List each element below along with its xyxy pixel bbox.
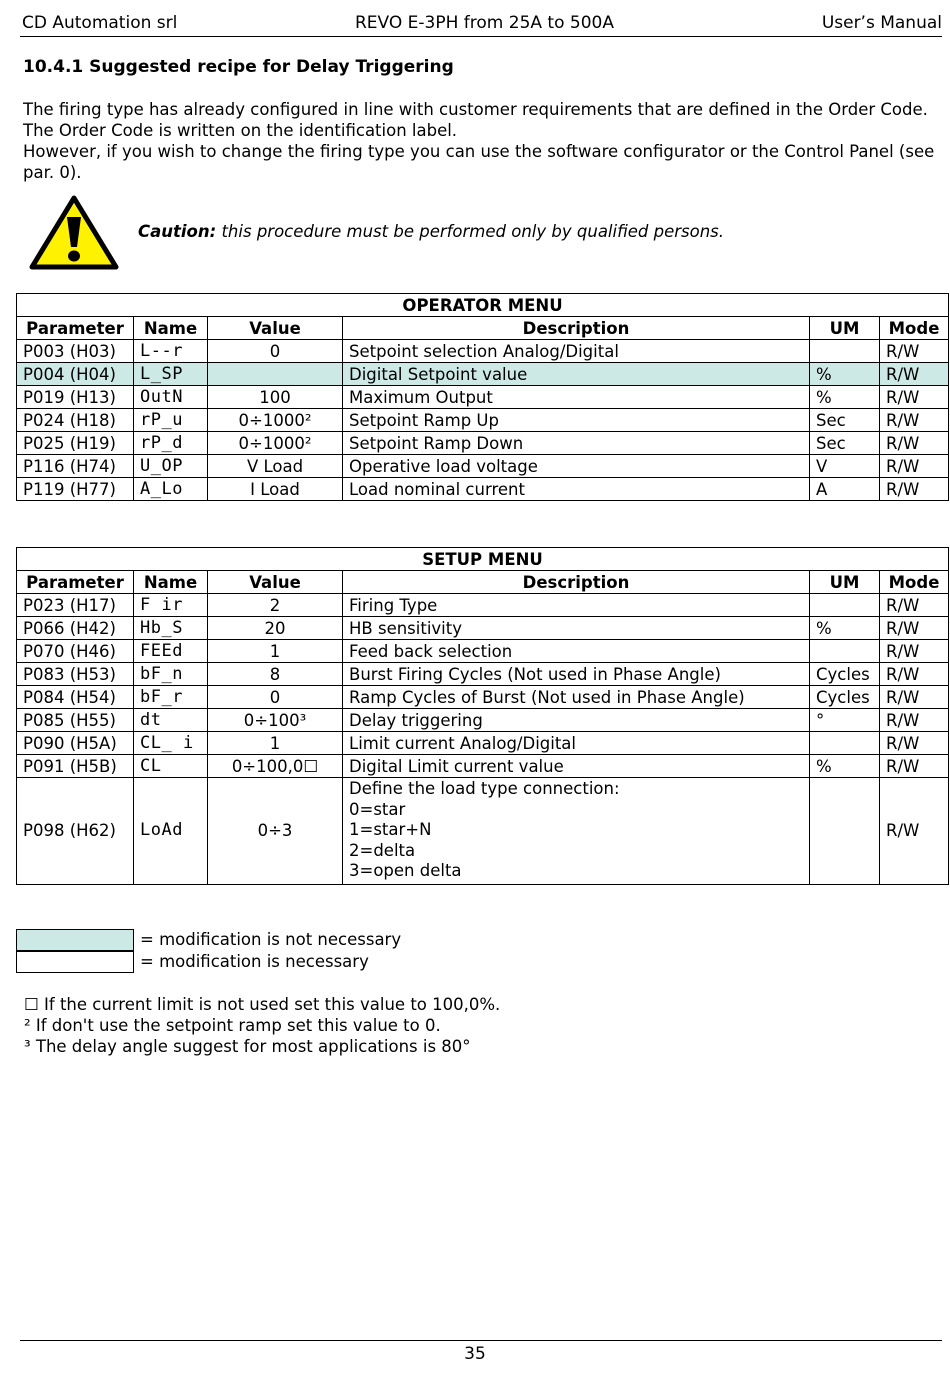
name-cell: LoAd <box>134 778 208 885</box>
header-parameter: Parameter <box>17 571 134 594</box>
um-cell: % <box>810 386 880 409</box>
column-header-row <box>17 571 949 594</box>
name-cell: F ir <box>134 594 208 617</box>
parameter-cell: P119 (H77) <box>17 478 134 501</box>
value-cell: 2 <box>208 594 343 617</box>
value-cell: 8 <box>208 663 343 686</box>
caution-text: this procedure must be performed only by qualified persons. <box>216 222 725 241</box>
intro-text <box>23 99 948 183</box>
description-cell: Setpoint selection Analog/Digital <box>343 340 810 363</box>
description-line: 2=delta <box>349 840 416 860</box>
mode-cell: R/W <box>880 386 949 409</box>
name-cell: L_SP <box>134 363 208 386</box>
mode-cell: R/W <box>880 340 949 363</box>
mode-cell: R/W <box>880 709 949 732</box>
table-row <box>17 778 949 885</box>
name-cell: A_Lo <box>134 478 208 501</box>
table-row <box>17 363 949 386</box>
table-row <box>17 755 949 778</box>
header-value: Value <box>208 317 343 340</box>
table-row <box>17 640 949 663</box>
mode-cell: R/W <box>880 778 949 885</box>
parameter-cell: P025 (H19) <box>17 432 134 455</box>
parameter-cell: P116 (H74) <box>17 455 134 478</box>
parameter-cell: P098 (H62) <box>17 778 134 885</box>
setup-menu-table <box>16 547 949 885</box>
header-product: REVO E-3PH from 25A to 500A <box>355 13 614 33</box>
um-cell: Cycles <box>810 686 880 709</box>
um-cell: A <box>810 478 880 501</box>
parameter-cell: P003 (H03) <box>17 340 134 363</box>
header-mode: Mode <box>880 317 949 340</box>
description-cell: Burst Firing Cycles (Not used in Phase Angle) <box>343 663 810 686</box>
value-cell: 0 <box>208 340 343 363</box>
name-cell: L--r <box>134 340 208 363</box>
parameter-cell: P084 (H54) <box>17 686 134 709</box>
parameter-cell: P085 (H55) <box>17 709 134 732</box>
legend-swatch-highlighted <box>16 929 134 951</box>
mode-cell: R/W <box>880 640 949 663</box>
page-number: 35 <box>464 1344 486 1364</box>
header-company: CD Automation srl <box>22 13 178 33</box>
name-cell: U_OP <box>134 455 208 478</box>
header-value: Value <box>208 571 343 594</box>
description-cell: Digital Limit current value <box>343 755 810 778</box>
legend-label-necessary: = modification is necessary <box>140 952 369 971</box>
name-cell: OutN <box>134 386 208 409</box>
description-cell: Feed back selection <box>343 640 810 663</box>
um-cell: V <box>810 455 880 478</box>
mode-cell: R/W <box>880 755 949 778</box>
name-cell: rP_d <box>134 432 208 455</box>
table-row <box>17 732 949 755</box>
description-line: 0=star <box>349 799 406 819</box>
um-cell <box>810 732 880 755</box>
operator-menu-table <box>16 293 949 501</box>
name-cell: CL <box>134 755 208 778</box>
page-header <box>20 11 942 37</box>
description-cell: Ramp Cycles of Burst (Not used in Phase Angle) <box>343 686 810 709</box>
name-cell: dt <box>134 709 208 732</box>
header-doc-type: User’s Manual <box>821 13 942 33</box>
table-row <box>17 617 949 640</box>
parameter-cell: P070 (H46) <box>17 640 134 663</box>
um-cell <box>810 340 880 363</box>
description-cell: Load nominal current <box>343 478 810 501</box>
mode-cell: R/W <box>880 663 949 686</box>
parameter-cell: P019 (H13) <box>17 386 134 409</box>
name-cell: Hb_S <box>134 617 208 640</box>
mode-cell: R/W <box>880 732 949 755</box>
menu-title-row <box>17 548 949 571</box>
mode-cell: R/W <box>880 594 949 617</box>
um-cell: Sec <box>810 432 880 455</box>
header-description: Description <box>343 571 810 594</box>
name-cell: bF_n <box>134 663 208 686</box>
header-um: UM <box>810 317 880 340</box>
um-cell: Sec <box>810 409 880 432</box>
value-cell: 20 <box>208 617 343 640</box>
footnote: ³ The delay angle suggest for most applications is 80° <box>24 1037 471 1056</box>
table-row <box>17 386 949 409</box>
mode-cell: R/W <box>880 478 949 501</box>
table-row <box>17 663 949 686</box>
header-description: Description <box>343 317 810 340</box>
table-row <box>17 409 949 432</box>
value-cell <box>208 363 343 386</box>
description-cell: Firing Type <box>343 594 810 617</box>
table-row <box>17 455 949 478</box>
mode-cell: R/W <box>880 686 949 709</box>
description-line: 3=open delta <box>349 861 462 880</box>
um-cell: % <box>810 755 880 778</box>
header-mode: Mode <box>880 571 949 594</box>
um-cell <box>810 594 880 617</box>
parameter-cell: P066 (H42) <box>17 617 134 640</box>
value-cell: 0÷1000² <box>208 432 343 455</box>
column-header-row <box>17 317 949 340</box>
header-name: Name <box>134 317 208 340</box>
mode-cell: R/W <box>880 409 949 432</box>
footnote: ☐ If the current limit is not used set this value to 100,0%. <box>24 995 501 1014</box>
value-cell: 0÷100,0☐ <box>208 755 343 778</box>
value-cell: 0÷1000² <box>208 409 343 432</box>
um-cell: % <box>810 617 880 640</box>
description-cell: Setpoint Ramp Up <box>343 409 810 432</box>
footer-rule <box>20 1340 942 1341</box>
value-cell: 0 <box>208 686 343 709</box>
description-cell: Limit current Analog/Digital <box>343 732 810 755</box>
description-cell: HB sensitivity <box>343 617 810 640</box>
header-name: Name <box>134 571 208 594</box>
intro-paragraph-2: However, if you wish to change the firing type you can use the software configurator or the Control Panel (see par. 0). <box>23 142 935 182</box>
parameter-cell: P090 (H5A) <box>17 732 134 755</box>
description-line: 1=star+N <box>349 820 432 839</box>
description-cell: Maximum Output <box>343 386 810 409</box>
name-cell: CL_ i <box>134 732 208 755</box>
intro-paragraph-1: The firing type has already configured in line with customer requirements that are defined in the Order Code. The Order Code is written on the identification label. <box>23 100 928 140</box>
name-cell: rP_u <box>134 409 208 432</box>
value-cell: I Load <box>208 478 343 501</box>
warning-icon <box>29 195 119 270</box>
legend-swatch-plain <box>16 951 134 973</box>
legend-label-not-necessary: = modification is not necessary <box>140 930 402 949</box>
um-cell <box>810 640 880 663</box>
table-row <box>17 594 949 617</box>
table-row <box>17 432 949 455</box>
footnote: ² If don't use the setpoint ramp set this value to 0. <box>24 1016 441 1035</box>
value-cell: 1 <box>208 732 343 755</box>
name-cell: FEEd <box>134 640 208 663</box>
parameter-cell: P023 (H17) <box>17 594 134 617</box>
section-title: 10.4.1 Suggested recipe for Delay Triggering <box>23 57 454 77</box>
value-cell: 1 <box>208 640 343 663</box>
caution-label: Caution: <box>138 222 217 241</box>
parameter-cell: P004 (H04) <box>17 363 134 386</box>
header-um: UM <box>810 571 880 594</box>
parameter-cell: P091 (H5B) <box>17 755 134 778</box>
name-cell: bF_r <box>134 686 208 709</box>
description-cell: Digital Setpoint value <box>343 363 810 386</box>
value-cell: 100 <box>208 386 343 409</box>
description-cell: Operative load voltage <box>343 455 810 478</box>
mode-cell: R/W <box>880 455 949 478</box>
um-cell: % <box>810 363 880 386</box>
value-cell: 0÷100³ <box>208 709 343 732</box>
menu-title-row <box>17 294 949 317</box>
mode-cell: R/W <box>880 617 949 640</box>
um-cell <box>810 778 880 885</box>
menu-title: SETUP MENU <box>17 548 949 571</box>
table-row <box>17 686 949 709</box>
table-row <box>17 478 949 501</box>
table-row <box>17 709 949 732</box>
mode-cell: R/W <box>880 432 949 455</box>
um-cell: Cycles <box>810 663 880 686</box>
menu-title: OPERATOR MENU <box>17 294 949 317</box>
footnotes <box>24 994 500 1057</box>
parameter-cell: P083 (H53) <box>17 663 134 686</box>
description-line: Define the load type connection: <box>349 779 620 798</box>
value-cell: 0÷3 <box>208 778 343 885</box>
caution-note <box>138 222 724 241</box>
description-cell: Setpoint Ramp Down <box>343 432 810 455</box>
description-cell <box>343 778 810 885</box>
mode-cell: R/W <box>880 363 949 386</box>
value-cell: V Load <box>208 455 343 478</box>
table-row <box>17 340 949 363</box>
um-cell: ° <box>810 709 880 732</box>
parameter-cell: P024 (H18) <box>17 409 134 432</box>
header-parameter: Parameter <box>17 317 134 340</box>
description-cell: Delay triggering <box>343 709 810 732</box>
